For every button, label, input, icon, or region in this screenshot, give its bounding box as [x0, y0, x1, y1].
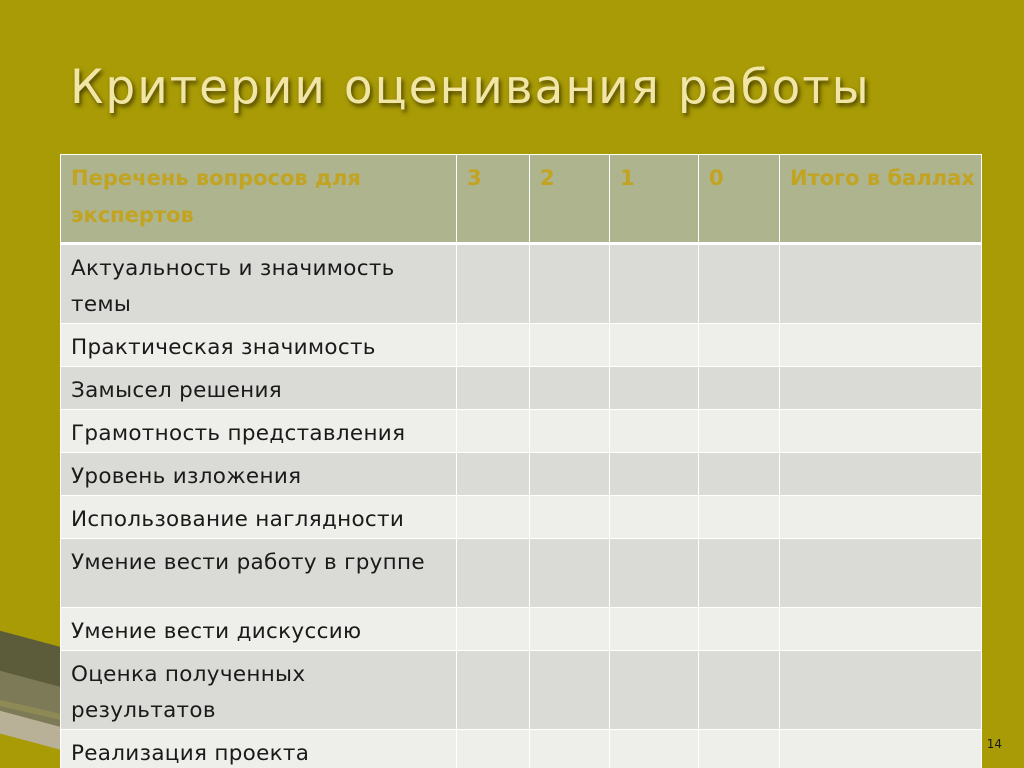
score-cell-0: [699, 410, 780, 453]
table-row: [61, 244, 982, 324]
header-criteria: Перечень вопросов для экспертов: [61, 155, 457, 244]
score-cell-1: [610, 453, 699, 496]
total-cell: [780, 410, 982, 453]
score-cell-0: [699, 324, 780, 367]
score-cell-1: [610, 367, 699, 410]
score-cell-1: [610, 244, 699, 324]
score-cell-1: [610, 539, 699, 608]
score-cell-3: [457, 539, 530, 608]
score-cell-0: [699, 453, 780, 496]
score-cell-1: [610, 496, 699, 539]
total-cell: [780, 539, 982, 608]
score-cell-1: [610, 324, 699, 367]
table-row: [61, 608, 982, 651]
table-row: [61, 496, 982, 539]
score-cell-3: [457, 496, 530, 539]
score-cell-3: [457, 324, 530, 367]
score-cell-2: [530, 730, 610, 768]
table-header-row: [61, 155, 982, 244]
table-row: [61, 539, 982, 608]
score-cell-2: [530, 410, 610, 453]
total-cell: [780, 651, 982, 730]
table-row: [61, 651, 982, 730]
score-cell-0: [699, 539, 780, 608]
header-score-0: 0: [699, 155, 780, 244]
score-cell-1: [610, 410, 699, 453]
criterion-label: Реализация проекта: [61, 730, 457, 768]
score-cell-1: [610, 651, 699, 730]
page-number: 14: [986, 737, 1002, 751]
score-cell-2: [530, 244, 610, 324]
header-total: Итого в баллах: [780, 155, 982, 244]
criterion-label: Умение вести дискуссию: [61, 608, 457, 651]
criterion-label: Оценка полученных результатов: [61, 651, 457, 730]
score-cell-1: [610, 730, 699, 768]
score-cell-2: [530, 539, 610, 608]
score-cell-0: [699, 496, 780, 539]
score-cell-3: [457, 453, 530, 496]
header-score-1: 1: [610, 155, 699, 244]
score-cell-2: [530, 608, 610, 651]
score-cell-3: [457, 367, 530, 410]
score-cell-0: [699, 730, 780, 768]
table-row: [61, 367, 982, 410]
total-cell: [780, 367, 982, 410]
header-score-3: 3: [457, 155, 530, 244]
score-cell-2: [530, 651, 610, 730]
total-cell: [780, 496, 982, 539]
criteria-table-wrapper: [60, 154, 981, 766]
score-cell-3: [457, 730, 530, 768]
table-row: [61, 730, 982, 768]
score-cell-1: [610, 608, 699, 651]
header-score-2: 2: [530, 155, 610, 244]
score-cell-2: [530, 496, 610, 539]
table-row: [61, 410, 982, 453]
criterion-label: Замысел решения: [61, 367, 457, 410]
total-cell: [780, 324, 982, 367]
slide-title: Критерии оценивания работы: [70, 60, 871, 115]
criterion-label: Практическая значимость: [61, 324, 457, 367]
score-cell-2: [530, 453, 610, 496]
table-row: [61, 324, 982, 367]
score-cell-3: [457, 244, 530, 324]
score-cell-0: [699, 244, 780, 324]
total-cell: [780, 608, 982, 651]
table-row: [61, 453, 982, 496]
criteria-table: [60, 154, 982, 768]
score-cell-0: [699, 651, 780, 730]
criterion-label: Грамотность представления: [61, 410, 457, 453]
criterion-label: Умение вести работу в группе: [61, 539, 457, 608]
total-cell: [780, 730, 982, 768]
score-cell-2: [530, 324, 610, 367]
criterion-label: Актуальность и значимость темы: [61, 244, 457, 324]
score-cell-3: [457, 651, 530, 730]
total-cell: [780, 453, 982, 496]
criterion-label: Использование наглядности: [61, 496, 457, 539]
total-cell: [780, 244, 982, 324]
score-cell-3: [457, 608, 530, 651]
score-cell-0: [699, 367, 780, 410]
score-cell-2: [530, 367, 610, 410]
score-cell-0: [699, 608, 780, 651]
score-cell-3: [457, 410, 530, 453]
criterion-label: Уровень изложения: [61, 453, 457, 496]
